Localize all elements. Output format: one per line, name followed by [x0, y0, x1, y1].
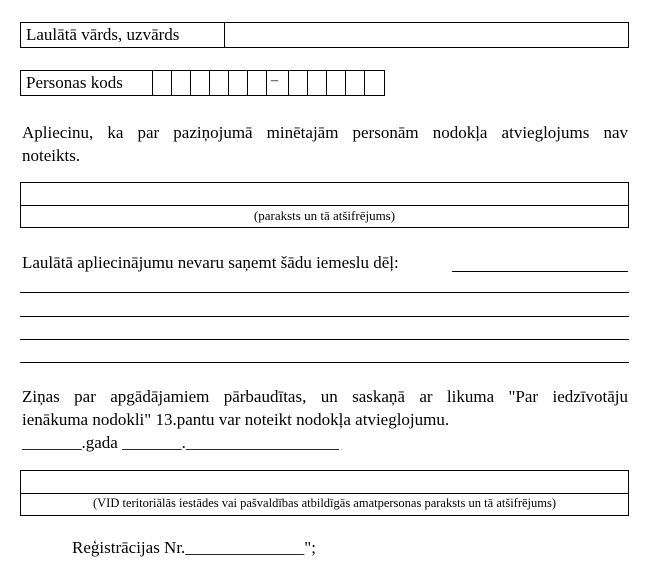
reason-inline-line[interactable]: [452, 271, 628, 272]
reason-line[interactable]: [20, 362, 629, 363]
signature-box-divider: [21, 205, 628, 206]
spouse-name-label: Laulātā vārds, uzvārds: [26, 25, 180, 44]
statement-line-2: noteikts.: [22, 146, 81, 165]
reason-line[interactable]: [20, 339, 629, 340]
registration-number[interactable]: Reģistrācijas Nr.______________";: [72, 538, 316, 557]
verification-line-2: ienākuma nodokli" 13.pantu var noteikt nodokļa atvieglojumu.: [22, 410, 450, 429]
verification-line-1: Ziņas par apgādājamiem pārbaudītas, un saskaņā ar likuma "Par iedzīvotāju: [22, 387, 628, 406]
personal-code-label: Personas kods: [26, 73, 123, 92]
official-signature-caption: (VID teritoriālās iestādes vai pašvaldības atbildīgās amatpersonas paraksts un tā atšifrējums): [92, 496, 557, 510]
statement-paragraph: [22, 121, 628, 167]
spouse-name-row: [20, 22, 629, 48]
personal-code-row: [20, 70, 385, 96]
spouse-name-field[interactable]: [225, 23, 628, 47]
signature-caption: (paraksts un tā atšifrējums): [253, 208, 396, 223]
personal-code-separator: –: [271, 73, 278, 88]
signature-box: [20, 182, 629, 228]
date-line[interactable]: _______.gada _______.__________________: [22, 433, 339, 452]
official-signature-divider: [21, 493, 628, 494]
statement-line-1: Apliecinu, ka par paziņojumā minētajām personām nodokļa atvieglojums nav: [22, 123, 628, 142]
verification-paragraph: [22, 385, 628, 454]
reason-line[interactable]: [20, 316, 629, 317]
reason-label: Laulātā apliecinājumu nevaru saņemt šādu iemeslu dēļ:: [22, 253, 399, 272]
official-signature-box: [20, 470, 629, 516]
reason-line[interactable]: [20, 292, 629, 293]
